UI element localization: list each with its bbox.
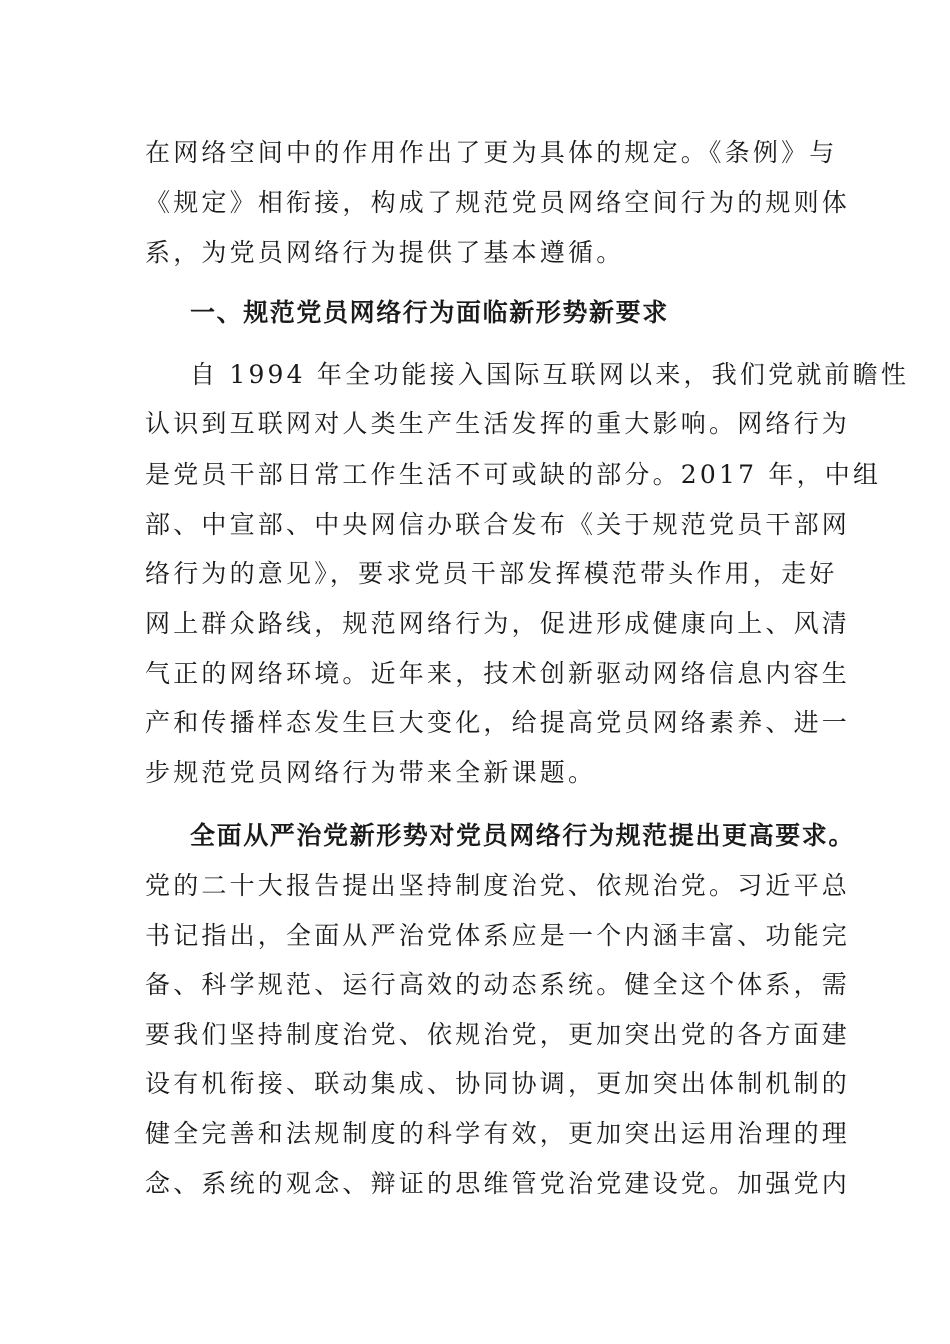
paragraph-line: 系，为党员网络行为提供了基本遵循。 [145, 238, 625, 267]
paragraph-line: 认识到互联网对人类生产生活发挥的重大影响。网络行为 [145, 409, 851, 438]
paragraph-line: 步规范党员网络行为带来全新课题。 [145, 758, 597, 787]
paragraph-line: 备、科学规范、运行高效的动态系统。健全这个体系，需 [145, 970, 851, 999]
paragraph-line: 气正的网络环境。近年来，技术创新驱动网络信息内容生 [145, 659, 851, 688]
paragraph-line: 要我们坚持制度治党、依规治党，更加突出党的各方面建 [145, 1020, 851, 1049]
paragraph-lead-sentence: 全面从严治党新形势对党员网络行为规范提出更高要求。 [190, 821, 856, 850]
paragraph-line: 自 1994 年全功能接入国际互联网以来，我们党就前瞻性 [190, 360, 910, 389]
paragraph-line: 《规定》相衔接，构成了规范党员网络空间行为的规则体 [145, 188, 851, 217]
section-heading: 一、规范党员网络行为面临新形势新要求 [190, 298, 669, 327]
paragraph-line: 健全完善和法规制度的科学有效，更加突出运用治理的理 [145, 1119, 851, 1148]
paragraph-line: 产和传播样态发生巨大变化，给提高党员网络素养、进一 [145, 708, 851, 737]
paragraph-line: 络行为的意见》，要求党员干部发挥模范带头作用，走好 [145, 559, 838, 588]
paragraph-line: 部、中宣部、中央网信办联合发布《关于规范党员干部网 [145, 510, 851, 539]
paragraph-line: 书记指出，全面从严治党体系应是一个内涵丰富、功能完 [145, 921, 851, 950]
paragraph-line: 设有机衔接、联动集成、协同协调，更加突出体制机制的 [145, 1069, 851, 1098]
paragraph-line: 念、系统的观念、辩证的思维管党治党建设党。加强党内 [145, 1169, 851, 1198]
paragraph-line: 网上群众路线，规范网络行为，促进形成健康向上、风清 [145, 609, 851, 638]
paragraph-line: 党的二十大报告提出坚持制度治党、依规治党。习近平总 [145, 871, 851, 900]
paragraph-line: 在网络空间中的作用作出了更为具体的规定。《条例》与 [145, 138, 838, 167]
paragraph-line: 是党员干部日常工作生活不可或缺的部分。2017 年，中组 [145, 460, 882, 489]
